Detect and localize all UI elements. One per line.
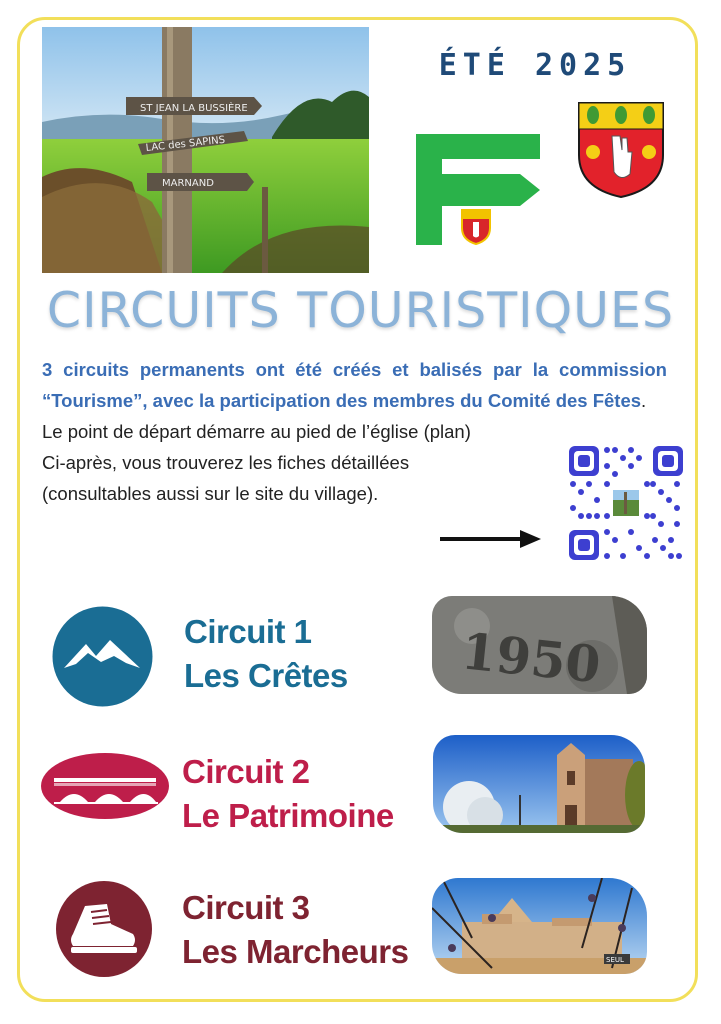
circuit-1-name: Les Crêtes	[184, 657, 348, 694]
stone-inscription: 1950	[458, 621, 604, 694]
circuit-2-number: Circuit 2	[182, 753, 310, 790]
circuit-1-photo	[432, 596, 647, 694]
coat-of-arms-icon	[576, 100, 666, 204]
circuit-3-number: Circuit 3	[182, 889, 310, 926]
circuit-2-name: Le Patrimoine	[182, 797, 394, 834]
circuit-3-label[interactable]	[182, 886, 408, 974]
qr-code[interactable]	[567, 444, 685, 566]
circuit-2-label[interactable]	[182, 750, 394, 838]
signpost-text-3: MARNAND	[162, 178, 214, 189]
mountain-icon	[52, 606, 153, 711]
signpost-text-1: ST JEAN LA BUSSIÈRE	[140, 103, 248, 114]
season-label: ÉTÉ 2025	[438, 48, 632, 83]
circuit-1-number: Circuit 1	[184, 613, 312, 650]
intro-lead: 3 circuits permanents ont été créés et balisés par la commission “Tourisme”, avec la participation des membres du Comité des Fêtes.	[42, 359, 667, 411]
circuit-2-photo	[433, 735, 645, 833]
arrow-right-icon	[440, 528, 542, 554]
page-title: CIRCUITS TOURISTIQUES	[46, 282, 675, 339]
signpost-text-2: LAC des SAPINS	[145, 134, 226, 154]
bridge-icon	[40, 752, 170, 824]
circuit-1-label[interactable]	[184, 610, 348, 698]
intro-line-1: Le point de départ démarre au pied de l’église (plan)	[42, 421, 471, 442]
circuit-3-photo	[432, 878, 647, 974]
intro-line-3: (consultables aussi sur le site du village).	[42, 483, 379, 504]
village-f-logo	[414, 132, 544, 251]
intro-line-2: Ci-après, vous trouverez les fiches détaillées	[42, 452, 410, 473]
hiking-boot-icon	[55, 880, 153, 982]
signpost-photo	[42, 27, 369, 273]
street-sign-text: SEUL	[606, 956, 624, 964]
circuit-3-name: Les Marcheurs	[182, 933, 409, 970]
